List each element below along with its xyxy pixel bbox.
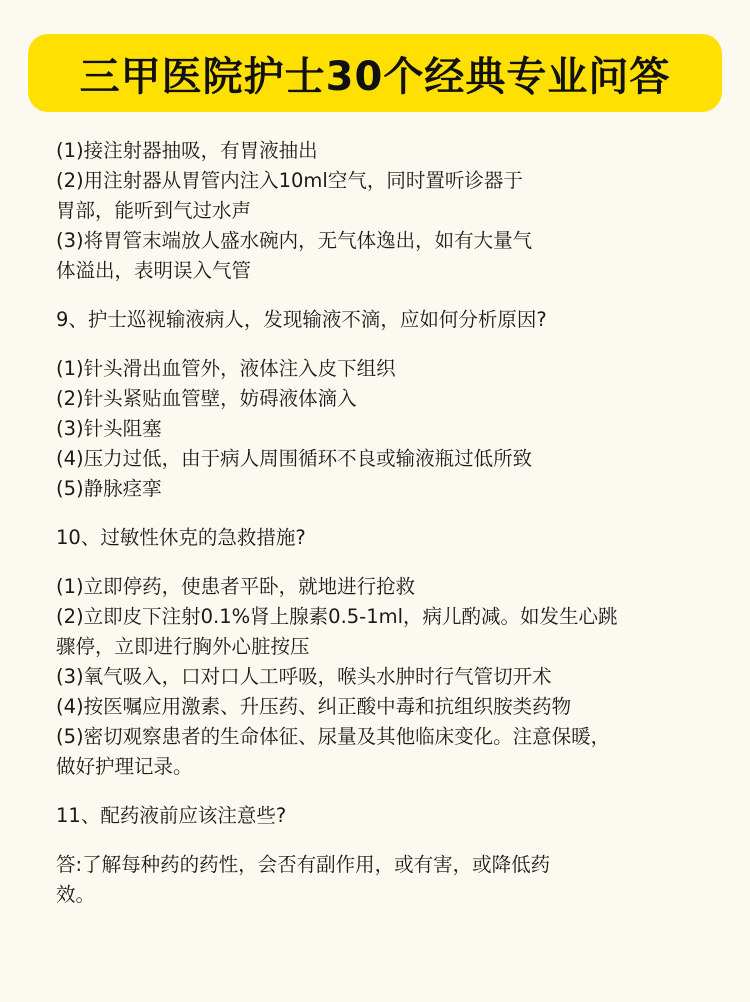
answer-line: (2)用注射器从胃管内注入10ml空气，同时置听诊器于 [56, 169, 523, 192]
page-title: 三甲医院护士30个经典专业问答 [79, 53, 671, 100]
answer-line: (2)立即皮下注射0.1%肾上腺素0.5-1ml，病儿酌减。如发生心跳 [56, 605, 618, 628]
answer-line: (1)立即停药，使患者平卧，就地进行抢救 [56, 575, 416, 598]
title-banner [28, 34, 722, 112]
question-block [56, 523, 726, 553]
answer-block [56, 354, 726, 504]
answer-line: (3)针头阻塞 [56, 417, 162, 440]
answer-line: (4)压力过低，由于病人周围循环不良或输液瓶过低所致 [56, 447, 533, 470]
answer-line: (4)按医嘱应用激素、升压药、纠正酸中毒和抗组织胺类药物 [56, 695, 572, 718]
answer-line: (1)针头滑出血管外，液体注入皮下组织 [56, 357, 396, 380]
question-text: 9、护士巡视输液病人，发现输液不滴，应如何分析原因? [56, 308, 547, 331]
answer-line: (5)密切观察患者的生命体征、尿量及其他临床变化。注意保暖， [56, 725, 611, 748]
answer-line: 做好护理记录。 [56, 755, 193, 778]
question-block [56, 305, 726, 335]
content-body [56, 136, 726, 929]
answer-line: (3)氧气吸入，口对口人工呼吸，喉头水肿时行气管切开术 [56, 665, 552, 688]
answer-line: (5)静脉痉挛 [56, 477, 162, 500]
answer-line: 答:了解每种药的药性，会否有副作用，或有害，或降低药 [56, 853, 551, 876]
question-text: 11、配药液前应该注意些? [56, 804, 287, 827]
answer-block [56, 136, 726, 286]
answer-line: 骤停，立即进行胸外心脏按压 [56, 635, 310, 658]
question-text: 10、过敏性休克的急救措施? [56, 526, 306, 549]
answer-line: 胃部，能听到气过水声 [56, 199, 252, 222]
answer-line: 体溢出，表明误入气管 [56, 259, 252, 282]
answer-line: (2)针头紧贴血管壁，妨碍液体滴入 [56, 387, 357, 410]
answer-line: (3)将胃管末端放人盛水碗内，无气体逸出，如有大量气 [56, 229, 533, 252]
question-block [56, 801, 726, 831]
answer-block [56, 572, 726, 782]
answer-line: (1)接注射器抽吸，有胃液抽出 [56, 139, 318, 162]
answer-line: 效。 [56, 883, 96, 906]
answer-block [56, 850, 726, 910]
